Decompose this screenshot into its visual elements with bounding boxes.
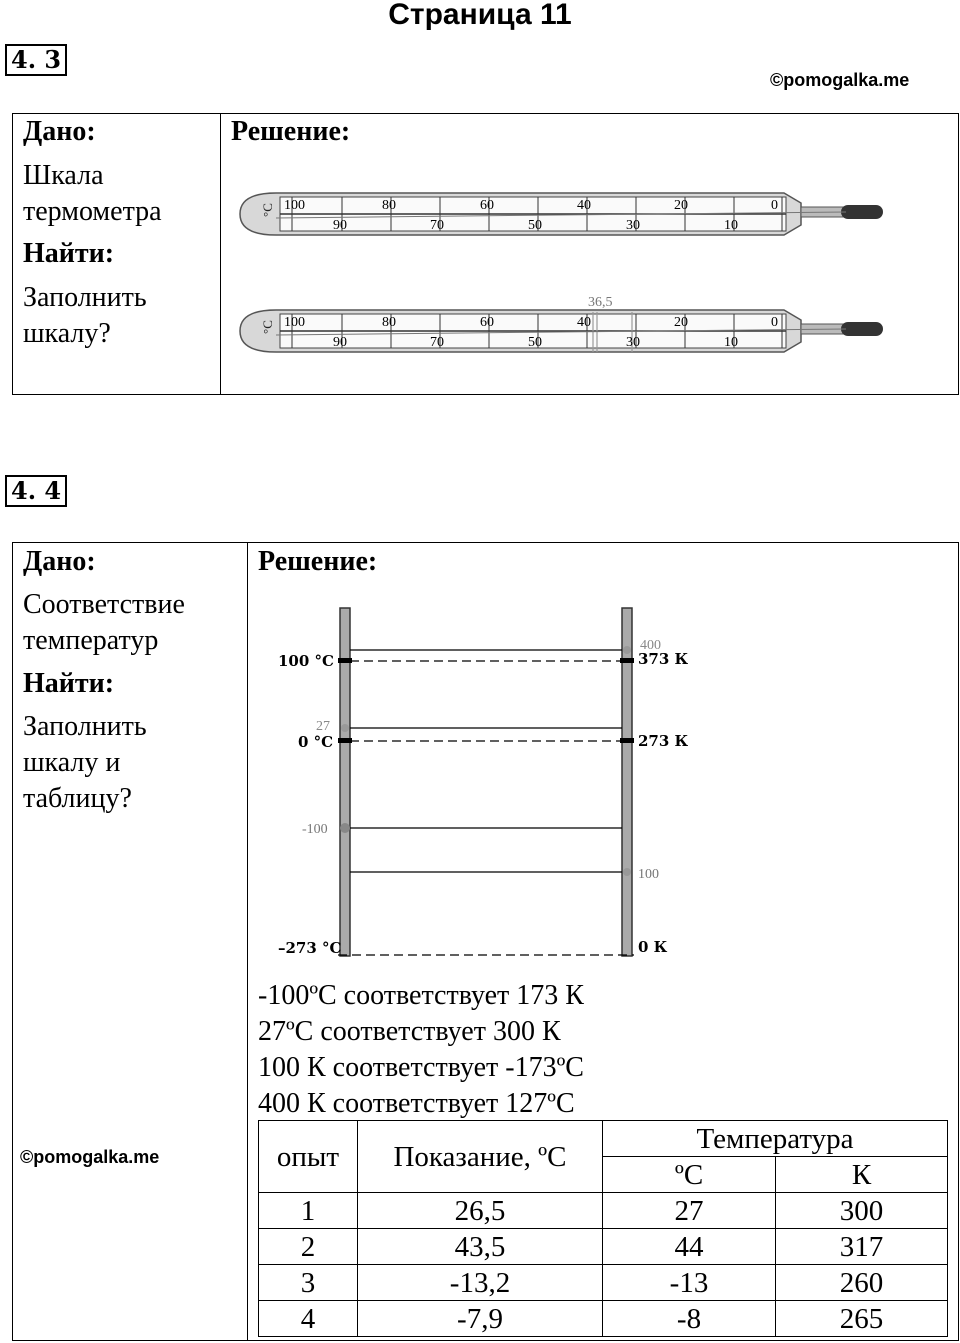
cell-k: 300 [776,1193,948,1229]
tick-label: 0 [771,198,778,213]
given-line: температур [23,625,159,656]
solution-label: Решение: [258,546,378,577]
label-373k: 373 К [638,650,689,668]
tick-label: 10 [724,335,738,350]
tick-label: 30 [626,218,640,233]
answer-line: 27ºС соответствует 300 К [258,1016,561,1047]
cell-n: 2 [259,1229,358,1265]
cell-c: 27 [603,1193,776,1229]
label-minus-100: -100 [302,822,328,837]
cell-reading: -7,9 [358,1301,603,1337]
tick-label: 100 [284,198,305,213]
tick-label: 90 [333,335,347,350]
table-row [259,1193,948,1229]
solution-label: Решение: [231,116,351,147]
tick-label: 50 [528,335,542,350]
label-100k: 100 [638,867,659,882]
cell-n: 3 [259,1265,358,1301]
find-line: Заполнить [23,711,147,742]
given-line: термометра [23,196,162,227]
given-line: Шкала [23,160,104,191]
given-line: Соответствие [23,589,185,620]
tick-label: 0 [771,315,778,330]
tick-label: 40 [577,198,591,213]
cell-reading: -13,2 [358,1265,603,1301]
watermark-bottom: ©pomogalka.me [20,1147,160,1167]
watermark-top: ©pomogalka.me [770,70,910,90]
header-celsius: ºС [603,1157,776,1193]
tick-label: 80 [382,315,396,330]
label-100c: 100 °С [278,652,334,670]
label-273k: 273 К [638,732,689,750]
task-4-4-divider [247,542,248,1340]
marker-label: 36,5 [588,295,613,310]
results-table [258,1120,948,1337]
cell-c: -8 [603,1301,776,1337]
tick-label: 80 [382,198,396,213]
cell-k: 260 [776,1265,948,1301]
cell-n: 1 [259,1193,358,1229]
task-4-3-divider [220,113,221,394]
tick-label: 70 [430,218,444,233]
header-kelvin: К [776,1157,948,1193]
find-line: таблицу? [23,783,132,814]
task-number-4-4: 4. 4 [5,475,67,507]
unit-label: °С [260,320,275,334]
task-number-4-3: 4. 3 [5,44,67,76]
header-reading: Показание, ºС [358,1121,603,1193]
tick-label: 50 [528,218,542,233]
tick-label: 70 [430,335,444,350]
tick-label: 90 [333,218,347,233]
unit-label: °С [260,203,275,217]
thermometer-2 [236,290,896,362]
answer-line: 100 К соответствует -173ºС [258,1052,584,1083]
cell-n: 4 [259,1301,358,1337]
cell-reading: 43,5 [358,1229,603,1265]
cell-k: 265 [776,1301,948,1337]
find-label: Найти: [23,668,115,699]
find-line: Заполнить [23,282,147,313]
tick-label: 40 [577,315,591,330]
celsius-kelvin-diagram [258,600,718,970]
tick-label: 20 [674,315,688,330]
cell-c: 44 [603,1229,776,1265]
tick-label: 60 [480,198,494,213]
table-row [259,1229,948,1265]
cell-k: 317 [776,1229,948,1265]
find-label: Найти: [23,238,115,269]
table-row [259,1301,948,1337]
header-experiment: опыт [259,1121,358,1193]
label-minus-273c: –273 °С [278,939,342,957]
label-27: 27 [316,719,330,734]
find-line: шкалу и [23,747,121,778]
find-line: шкалу? [23,318,111,349]
tick-label: 30 [626,335,640,350]
answer-line: 400 К соответствует 127ºС [258,1088,575,1119]
label-0c: 0 °С [298,733,334,751]
tick-label: 20 [674,198,688,213]
tick-label: 100 [284,315,305,330]
tick-label: 10 [724,218,738,233]
answer-line: -100ºС соответствует 173 К [258,980,584,1011]
cell-reading: 26,5 [358,1193,603,1229]
cell-c: -13 [603,1265,776,1301]
header-temperature: Температура [603,1121,948,1157]
label-0k: 0 К [638,938,668,956]
tick-label: 60 [480,315,494,330]
given-label: Дано: [23,116,96,147]
thermometer-1 [236,185,896,245]
table-row [259,1265,948,1301]
label-400: 400 [640,638,661,653]
given-label: Дано: [23,546,96,577]
page-title: Страница 11 [388,0,572,31]
